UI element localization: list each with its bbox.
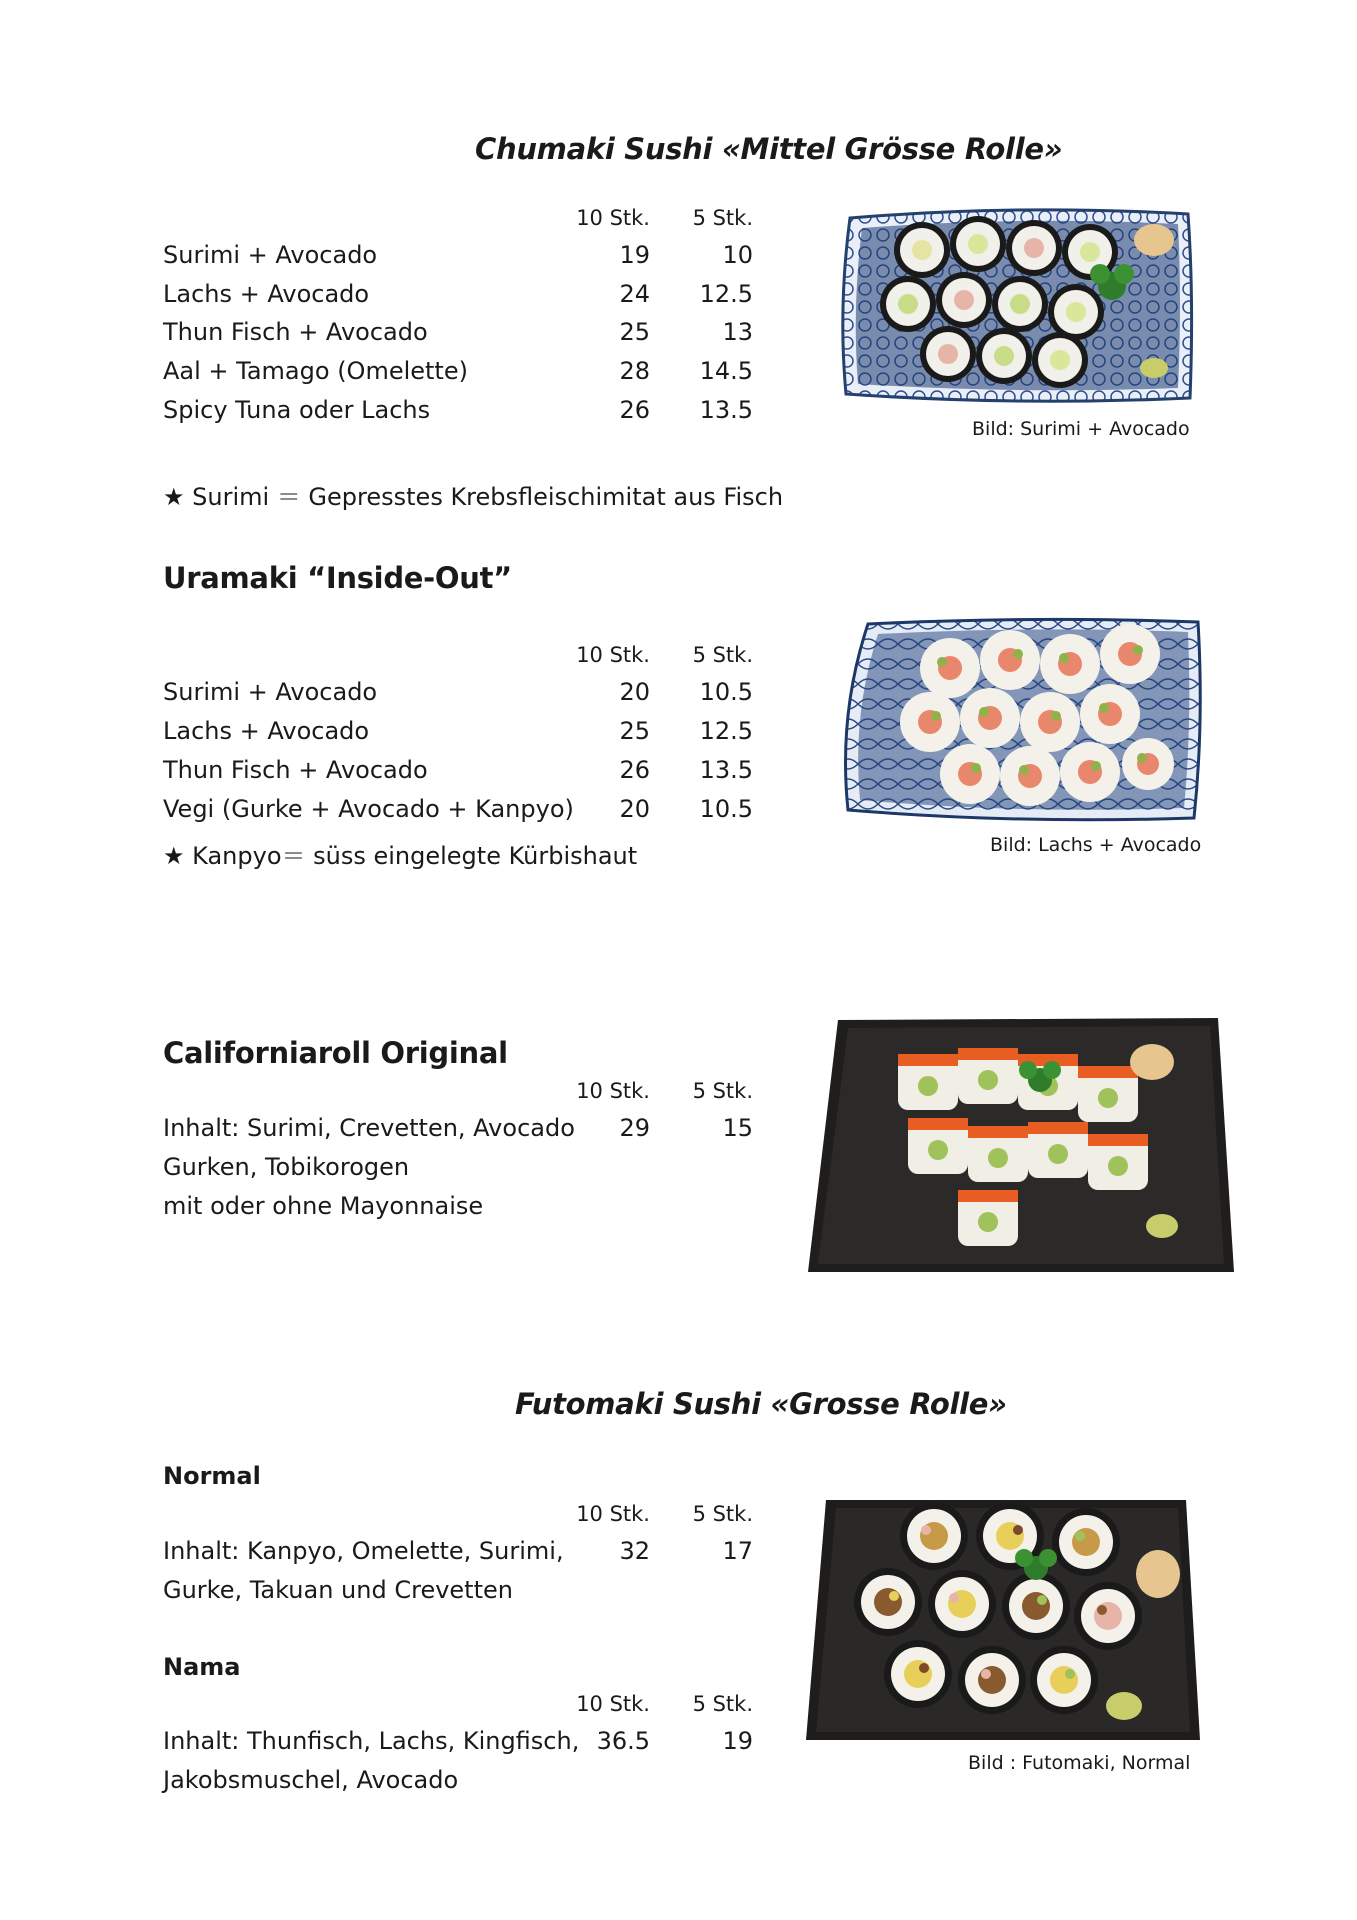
col-5-header: 5 Stk. bbox=[692, 1692, 753, 1716]
item-contents: Inhalt: Kanpyo, Omelette, Surimi, bbox=[163, 1537, 564, 1565]
price-5: 13.5 bbox=[699, 396, 753, 424]
normal-subtitle: Normal bbox=[163, 1462, 261, 1490]
item-name: Thun Fisch + Avocado bbox=[163, 756, 428, 784]
col-10-header: 10 Stk. bbox=[576, 1079, 650, 1103]
menu-item bbox=[163, 318, 753, 356]
price-5: 17 bbox=[722, 1537, 753, 1565]
kanpyo-note: ★ Kanpyo＝ süss eingelegte Kürbishaut bbox=[163, 842, 638, 870]
price-10: 29 bbox=[619, 1114, 650, 1142]
price-5: 12.5 bbox=[699, 280, 753, 308]
item-name: Lachs + Avocado bbox=[163, 717, 370, 745]
price-5: 13 bbox=[722, 318, 753, 346]
item-name: Thun Fisch + Avocado bbox=[163, 318, 428, 346]
price-10: 25 bbox=[619, 318, 650, 346]
price-10: 20 bbox=[619, 795, 650, 823]
nama-subtitle: Nama bbox=[163, 1653, 241, 1681]
menu-item bbox=[163, 678, 753, 716]
price-10: 19 bbox=[619, 241, 650, 269]
menu-item bbox=[163, 280, 753, 318]
californiaroll-title: Californiaroll Original bbox=[163, 1036, 508, 1070]
item-option: mit oder ohne Mayonnaise bbox=[163, 1192, 484, 1220]
col-5-header: 5 Stk. bbox=[692, 206, 753, 230]
item-contents-continued: Gurke, Takuan und Crevetten bbox=[163, 1576, 513, 1604]
futomaki-nama-column-headers bbox=[163, 1692, 753, 1722]
uramaki-column-headers bbox=[163, 643, 753, 673]
item-contents: Inhalt: Thunfisch, Lachs, Kingfisch, bbox=[163, 1727, 580, 1755]
menu-item bbox=[163, 1727, 753, 1765]
item-contents: Inhalt: Surimi, Crevetten, Avocado bbox=[163, 1114, 575, 1142]
item-name: Lachs + Avocado bbox=[163, 280, 370, 308]
menu-item bbox=[163, 357, 753, 395]
price-10: 26 bbox=[619, 756, 650, 784]
price-10: 36.5 bbox=[596, 1727, 650, 1755]
menu-item bbox=[163, 241, 753, 279]
item-contents-continued: Gurken, Tobikorogen bbox=[163, 1153, 410, 1181]
futomaki-photo-caption: Bild : Futomaki, Normal bbox=[968, 1752, 1191, 1774]
futomaki-normal-column-headers bbox=[163, 1502, 753, 1532]
sushi-plate-photo-californiaroll bbox=[808, 1014, 1236, 1274]
item-name: Spicy Tuna oder Lachs bbox=[163, 396, 431, 424]
sushi-plate-photo-futomaki bbox=[802, 1492, 1204, 1746]
sushi-plate-photo-chumaki bbox=[838, 208, 1200, 408]
surimi-note: ★ Surimi ＝ Gepresstes Krebsfleischimitat aus Fisch bbox=[163, 483, 784, 511]
menu-item bbox=[163, 1537, 753, 1575]
item-name: Surimi + Avocado bbox=[163, 241, 378, 269]
price-5: 10.5 bbox=[699, 678, 753, 706]
menu-item bbox=[163, 756, 753, 794]
menu-item bbox=[163, 396, 753, 434]
menu-item bbox=[163, 1114, 753, 1152]
col-10-header: 10 Stk. bbox=[576, 206, 650, 230]
price-10: 32 bbox=[619, 1537, 650, 1565]
menu-item bbox=[163, 795, 753, 833]
uramaki-photo-caption: Bild: Lachs + Avocado bbox=[990, 834, 1202, 856]
price-5: 12.5 bbox=[699, 717, 753, 745]
price-5: 10.5 bbox=[699, 795, 753, 823]
col-5-header: 5 Stk. bbox=[692, 643, 753, 667]
price-5: 13.5 bbox=[699, 756, 753, 784]
col-10-header: 10 Stk. bbox=[576, 1692, 650, 1716]
col-10-header: 10 Stk. bbox=[576, 1502, 650, 1526]
price-5: 15 bbox=[722, 1114, 753, 1142]
chumaki-photo-caption: Bild: Surimi + Avocado bbox=[972, 418, 1190, 440]
item-name: Vegi (Gurke + Avocado + Kanpyo) bbox=[163, 795, 574, 823]
col-5-header: 5 Stk. bbox=[692, 1502, 753, 1526]
futomaki-title: Futomaki Sushi «Grosse Rolle» bbox=[515, 1387, 1007, 1421]
price-10: 20 bbox=[619, 678, 650, 706]
price-5: 19 bbox=[722, 1727, 753, 1755]
col-10-header: 10 Stk. bbox=[576, 643, 650, 667]
chumaki-column-headers bbox=[163, 206, 753, 236]
col-5-header: 5 Stk. bbox=[692, 1079, 753, 1103]
price-10: 28 bbox=[619, 357, 650, 385]
item-name: Aal + Tamago (Omelette) bbox=[163, 357, 468, 385]
item-contents-continued: Jakobsmuschel, Avocado bbox=[163, 1766, 459, 1794]
price-10: 25 bbox=[619, 717, 650, 745]
price-5: 14.5 bbox=[699, 357, 753, 385]
californiaroll-column-headers bbox=[163, 1079, 753, 1109]
item-name: Surimi + Avocado bbox=[163, 678, 378, 706]
price-5: 10 bbox=[722, 241, 753, 269]
chumaki-title: Chumaki Sushi «Mittel Grösse Rolle» bbox=[475, 132, 1063, 166]
menu-item bbox=[163, 717, 753, 755]
sushi-plate-photo-uramaki bbox=[838, 614, 1206, 824]
uramaki-title: Uramaki “Inside-Out” bbox=[163, 561, 512, 595]
price-10: 26 bbox=[619, 396, 650, 424]
price-10: 24 bbox=[619, 280, 650, 308]
